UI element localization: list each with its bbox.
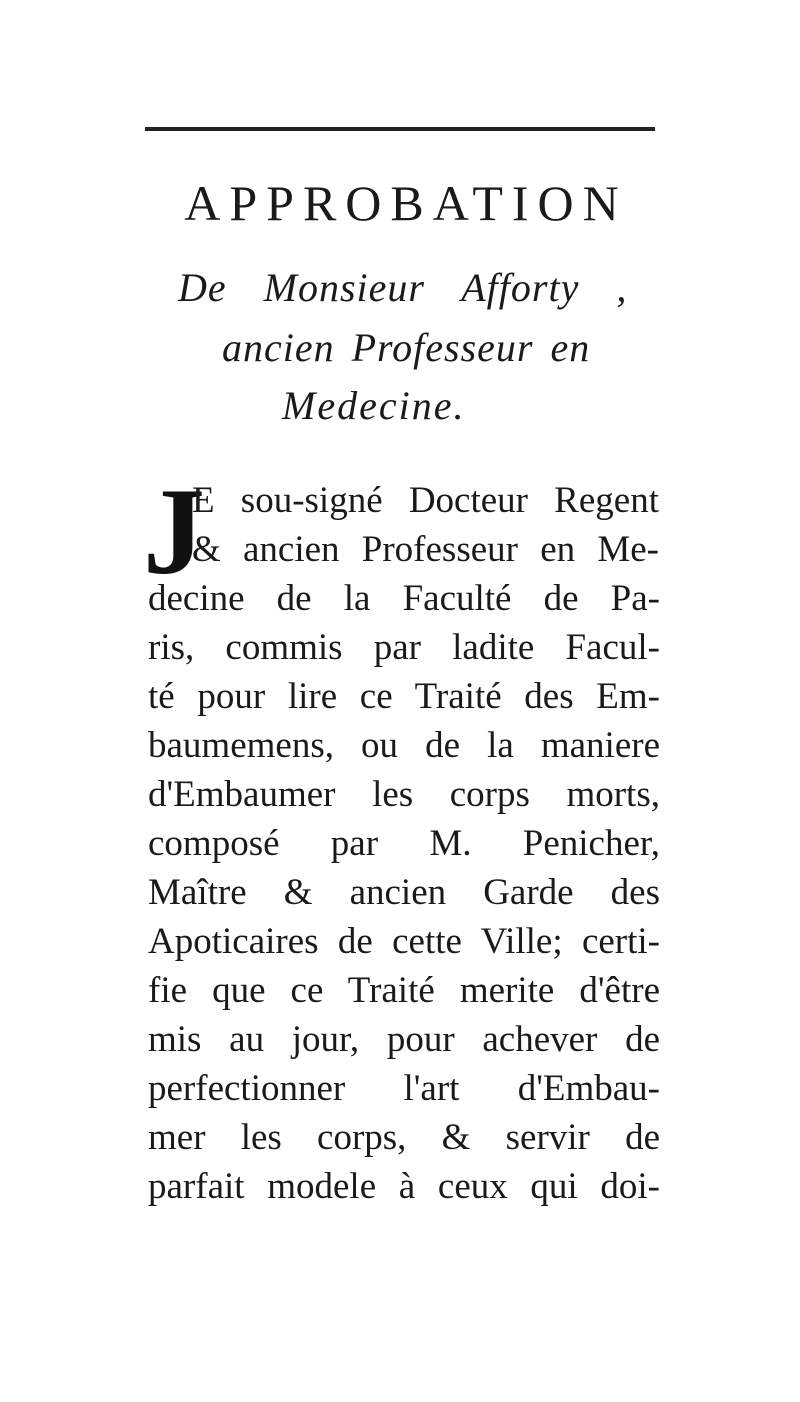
body-line-5: té pour lire ce Traité des Em- [148, 676, 660, 717]
body-line-10: Apoticaires de cette Ville; certi- [148, 921, 660, 962]
subtitle-line-2: ancien Professeur en [222, 325, 591, 370]
body-line-8: composé par M. Penicher, [148, 823, 660, 864]
body-line-13: perfectionner l'art d'Embau- [148, 1068, 660, 1109]
body-line-6: baumemens, ou de la maniere [148, 725, 660, 766]
body-line-3: decine de la Faculté de Pa- [148, 578, 660, 619]
top-rule [145, 127, 655, 131]
drop-cap: J [143, 463, 205, 600]
subtitle-line-1: De Monsieur Afforty , [178, 265, 628, 310]
body-line-15: parfait modele à ceux qui doi- [148, 1166, 660, 1207]
body-line-11: fie que ce Traité merite d'être [148, 970, 660, 1011]
body-line-2: & ancien Professeur en Me- [192, 529, 659, 570]
subtitle-line-3: Medecine. [282, 383, 466, 428]
body-line-14: mer les corps, & servir de [148, 1117, 660, 1158]
body-line-9: Maître & ancien Garde des [148, 872, 660, 913]
body-line-12: mis au jour, pour achever de [148, 1019, 660, 1060]
body-line-7: d'Embaumer les corps morts, [148, 774, 660, 815]
page-title: APPROBATION [184, 175, 628, 231]
body-line-4: ris, commis par ladite Facul- [148, 627, 660, 668]
body-line-1: E sou-signé Docteur Regent [192, 480, 659, 521]
